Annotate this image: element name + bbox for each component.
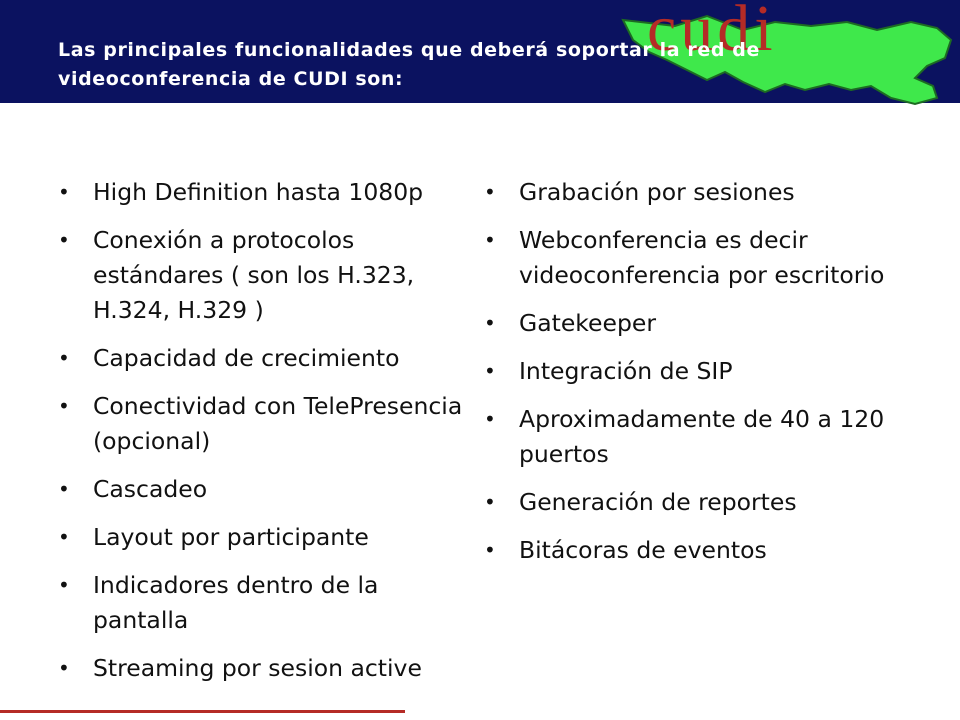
- list-item: • Indicadores dentro de la pantalla: [58, 568, 466, 638]
- list-item: • Conexión a protocolos estándares ( son los H.323, H.324, H.329 ): [58, 223, 466, 328]
- list-item: • Cascadeo: [58, 472, 466, 507]
- list-item: • Grabación por sesiones: [484, 175, 894, 210]
- title-line-2: videoconferencia de CUDI son:: [58, 68, 404, 90]
- right-feature-list: [484, 175, 894, 581]
- list-item: • Generación de reportes: [484, 485, 894, 520]
- left-feature-list: [58, 175, 466, 699]
- list-item: • Conectividad con TelePresencia (opcional): [58, 389, 466, 459]
- list-item: • Aproximadamente de 40 a 120 puertos: [484, 402, 894, 472]
- list-item: • Layout por participante: [58, 520, 466, 555]
- list-item: • Webconferencia es decir videoconferencia por escritorio: [484, 223, 894, 293]
- list-item: • Streaming por sesion active: [58, 651, 466, 686]
- list-item: • Integración de SIP: [484, 354, 894, 389]
- footer-divider: [0, 710, 405, 713]
- list-item: • High Definition hasta 1080p: [58, 175, 466, 210]
- list-item: • Capacidad de crecimiento: [58, 341, 466, 376]
- list-item: • Gatekeeper: [484, 306, 894, 341]
- list-item: • Bitácoras de eventos: [484, 533, 894, 568]
- title-line-1: Las principales funcionalidades que deberá soportar la red de: [58, 39, 760, 61]
- page-title: [58, 36, 858, 94]
- cudi-logo-text: cudi: [647, 0, 777, 65]
